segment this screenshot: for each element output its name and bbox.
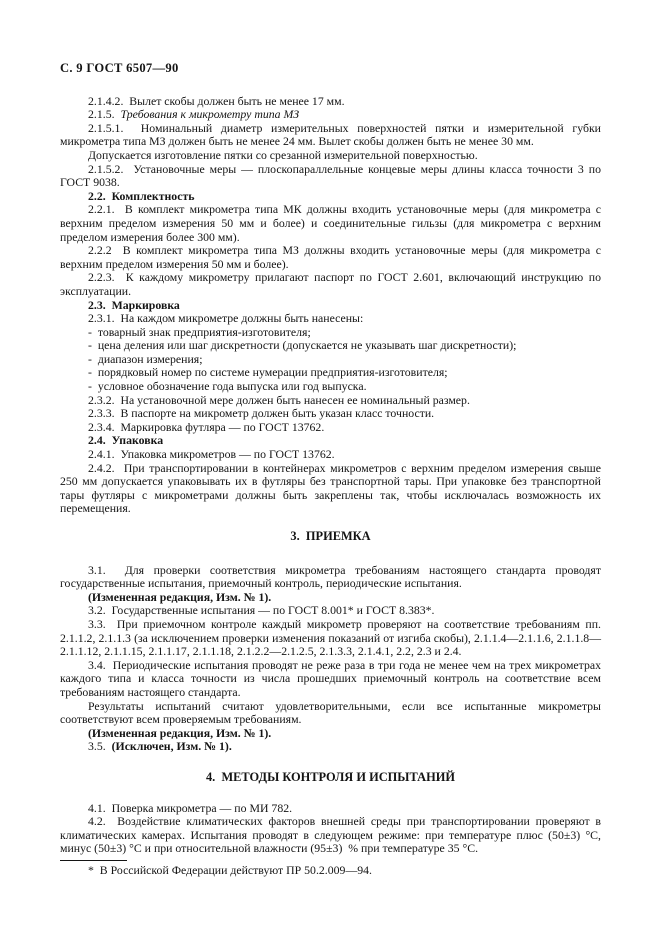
para-2-3-2: 2.3.2. На установочной мере должен быть нанесен ее номинальный размер.	[88, 392, 470, 407]
para-3-2: 3.2. Государственные испытания — по ГОСТ 8.001* и ГОСТ 8.383*.	[88, 603, 435, 618]
clause-number: 3.5.	[88, 739, 112, 754]
subheading-italic-title: Требования к микрометру типа МЗ	[120, 107, 300, 122]
list-item-dash: - товарный знак предприятия-изготовителя;	[88, 324, 311, 339]
clause-number: 2.1.5.	[88, 107, 121, 122]
para-rezultaty: Результаты испытаний считают удовлетворительными, если все испытанные микрометры соответствуют всем проверяемым требованиям.	[60, 698, 601, 727]
list-item-dash: - диапазон измерения;	[88, 351, 203, 366]
amendment-note: (Измененная редакция, Изм. № 1).	[88, 725, 272, 740]
para-2-4-1: 2.4.1. Упаковка микрометров — по ГОСТ 13762.	[88, 447, 335, 462]
subsection-heading-2-3: 2.3. Маркировка	[88, 297, 180, 312]
footnote-text: * В Российской Федерации действуют ПР 50.2.009—94.	[88, 862, 372, 877]
subheading-2-1-5	[60, 108, 601, 122]
para-4-1: 4.1. Поверка микрометра — по МИ 782.	[88, 800, 293, 815]
para-2-3-4: 2.3.4. Маркировка футляра — по ГОСТ 13762.	[88, 419, 325, 434]
list-item-dash: - цена деления или шаг дискретности (допускается не указывать шаг дискретности);	[88, 338, 517, 353]
excluded-note-bold: (Исключен, Изм. № 1).	[111, 739, 232, 754]
list-item-dash: - условное обозначение года выпуска или год выпуска.	[88, 379, 367, 394]
para-3-1: 3.1. Для проверки соответствия микрометра требованиям настоящего стандарта проводят государственные испытания, приемочный контроль, периодические испытания.	[60, 562, 601, 591]
section-heading-3-priemka: 3. ПРИЕМКА	[290, 529, 371, 543]
para-2-2-3: 2.2.3. К каждому микрометру прилагают паспорт по ГОСТ 2.601, включающий инструкцию по эксплуатации.	[60, 270, 601, 298]
para-dopuskaetsya: Допускается изготовление пятки со срезанной измерительной поверхностью.	[88, 147, 478, 162]
para-2-4-2: 2.4.2. При транспортировании в контейнерах микрометров с верхним пределом измерения свыше 250 мм допускается упаковывать их в футляры без транспортной тары. При упаковке без транспортной тары футляры с микрометрами должны быть закреплены так, чтобы исключалась возможность их перемещения.	[60, 460, 601, 516]
para-2-1-5-1: 2.1.5.1. Номинальный диаметр измерительных поверхностей пятки и измерительной губки микрометра типа МЗ должен быть не менее 24 мм. Вылет скобы должен быть не менее 30 мм.	[60, 120, 601, 149]
para-2-1-4-2: 2.1.4.2. Вылет скобы должен быть не менее 17 мм.	[88, 93, 345, 108]
section-heading-4-metody: 4. МЕТОДЫ КОНТРОЛЯ И ИСПЫТАНИЙ	[205, 769, 455, 784]
para-2-1-5-2: 2.1.5.2. Установочные меры — плоскопараллельные концевые меры длины класса точности 3 по ГОСТ 9038.	[60, 161, 601, 190]
para-3-3: 3.3. При приемочном контроле каждый микрометр проверяют на соответствие требованиям пп. 2.1.1.2, 2.1.1.3 (за исключением проверки изменения показаний от изгиба скобы), 2.1.1.4—2.1.1.6, 2.1.1.8—2.1.1.12, 2.1.1.15, 2.1.1.17, 2.1.1.18, 2.1.2.2—2.1.2.5, 2.1.3.3, 2.1.4.1, 2.2, 2.3 и 2.4.	[60, 616, 601, 659]
para-2-2-1: 2.2.1. В комплект микрометра типа МК должны входить установочные меры (для микрометра с верхним пределом измерения 50 мм и более) и соединительные гильзы (для микрометра с верхним пределом измерения более 300 мм).	[60, 202, 601, 244]
footnote-separator-rule	[60, 860, 127, 861]
para-4-2: 4.2. Воздействие климатических факторов внешней среды при транспортировании проверяют в климатических камерах. Испытания проводят в следующем режиме: при температуре плюс (50±3) °С, минус (50±3) °С и при относительной влажности (95±3) % при температуре 35 °С.	[60, 814, 601, 856]
para-2-3-3: 2.3.3. В паспорте на микрометр должен быть указан класс точности.	[88, 406, 435, 421]
list-item-dash: - порядковый номер по системе нумерации предприятия-изготовителя;	[88, 365, 448, 380]
para-3-5	[60, 740, 601, 754]
para-2-3-1: 2.3.1. На каждом микрометре должны быть нанесены:	[88, 311, 364, 326]
para-3-4: 3.4. Периодические испытания проводят не реже раза в три года не менее чем на трех микрометрах каждого типа и класса точности из числа прошедших приемочный контроль на соответствие всем требованиям настоящего стандарта.	[60, 657, 601, 699]
page-header: С. 9 ГОСТ 6507—90	[60, 61, 179, 75]
subsection-heading-2-4: 2.4. Упаковка	[88, 433, 164, 448]
amendment-note: (Измененная редакция, Изм. № 1).	[88, 589, 272, 604]
subsection-heading-2-2: 2.2. Комплектность	[88, 188, 195, 203]
para-2-2-2: 2.2.2 В комплект микрометра типа МЗ должны входить установочные меры (для микрометра с верхним пределом измерения 50 мм и более).	[60, 243, 601, 271]
